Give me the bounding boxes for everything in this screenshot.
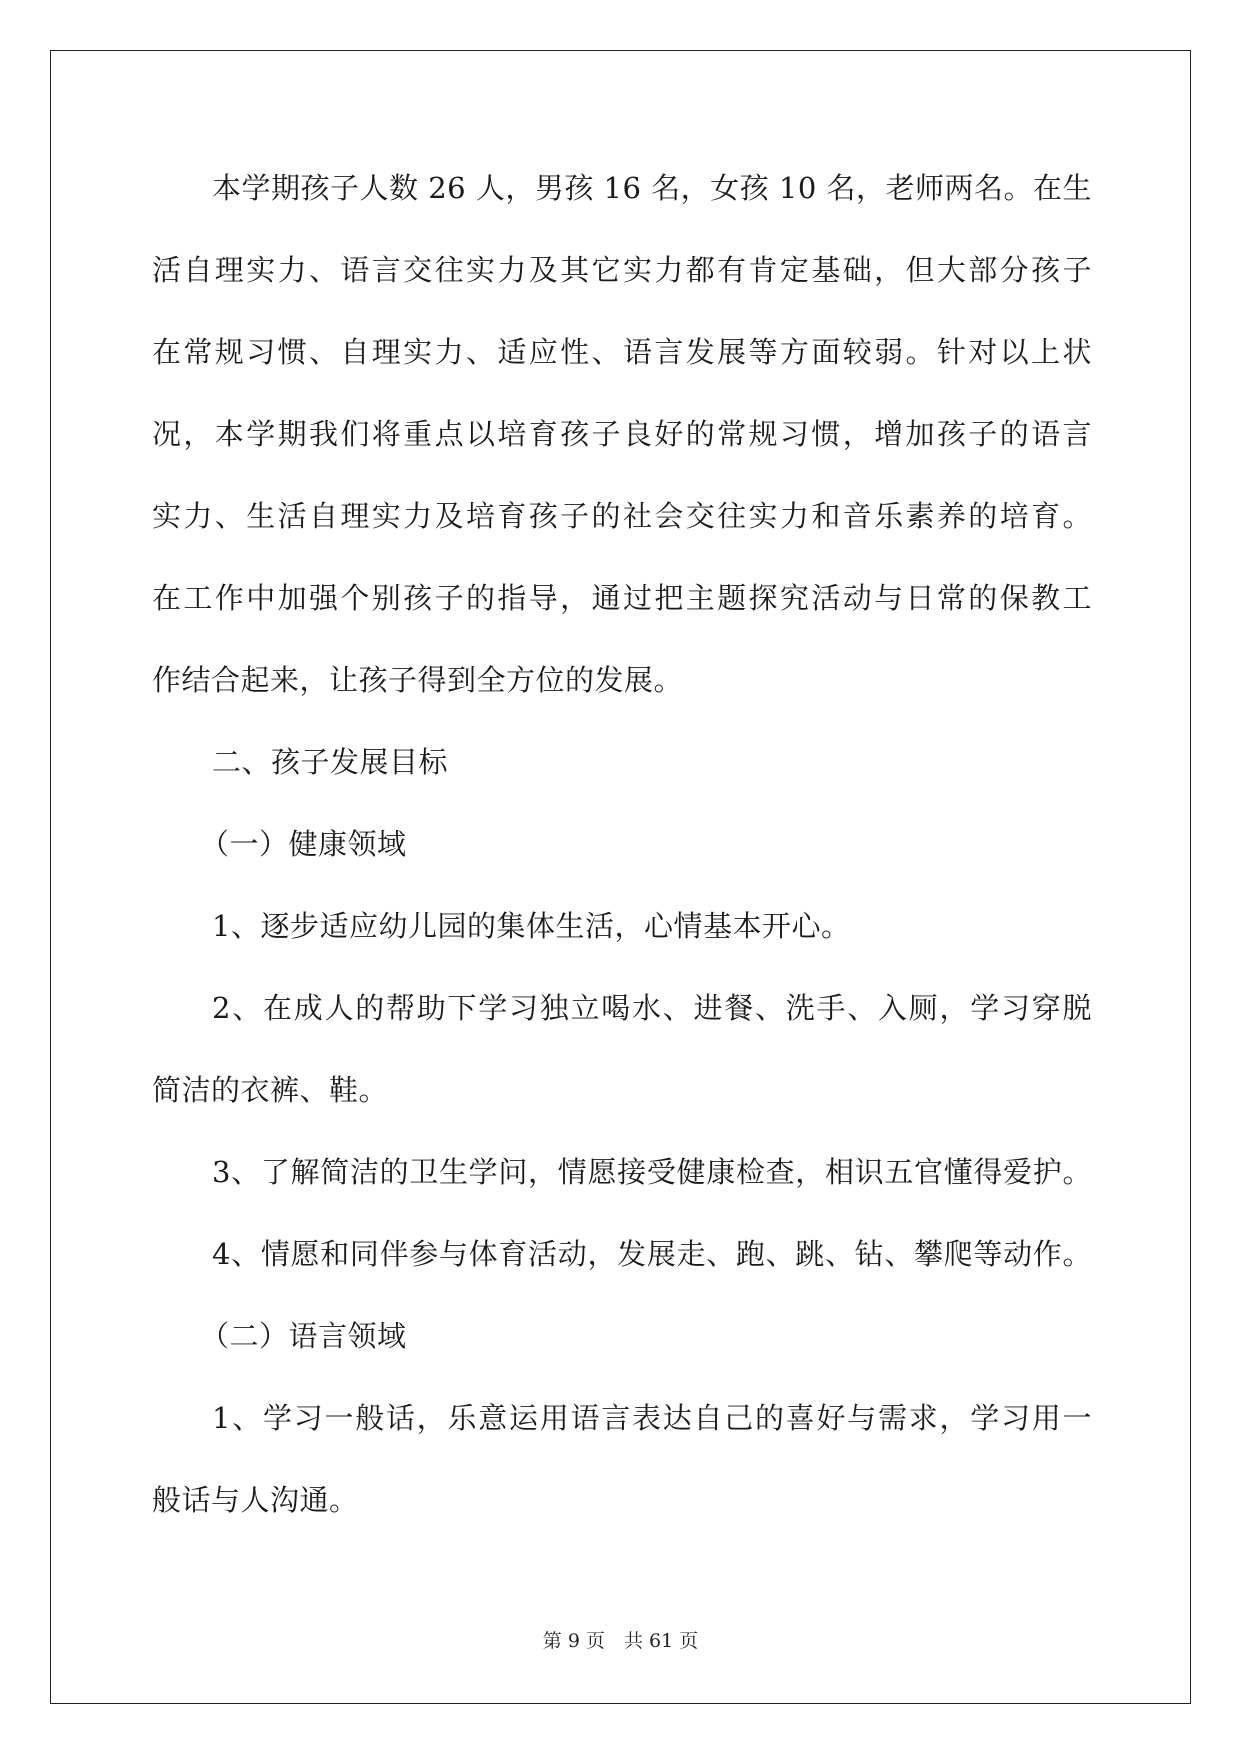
paragraph-line: 实力、生活自理实力及培育孩子的社会交往实力和音乐素养的培育。 xyxy=(152,499,1092,533)
subsection-heading-health: （一）健康领域 xyxy=(200,827,407,861)
list-item: 3、了解简洁的卫生学问，情愿接受健康检查，相识五官懂得爱护。 xyxy=(212,1155,1092,1189)
list-item-continuation: 简洁的衣裤、鞋。 xyxy=(152,1073,389,1107)
subsection-heading-language: （二）语言领域 xyxy=(200,1319,407,1353)
paragraph-line: 活自理实力、语言交往实力及其它实力都有肯定基础，但大部分孩子 xyxy=(152,253,1092,287)
list-item: 1、逐步适应幼儿园的集体生活，心情基本开心。 xyxy=(212,909,851,943)
list-item: 2、在成人的帮助下学习独立喝水、进餐、洗手、入厕，学习穿脱 xyxy=(212,991,1092,1025)
paragraph-line: 作结合起来，让孩子得到全方位的发展。 xyxy=(152,663,684,697)
list-item-continuation: 般话与人沟通。 xyxy=(152,1483,359,1517)
list-item: 4、情愿和同伴参与体育活动，发展走、跑、跳、钻、攀爬等动作。 xyxy=(212,1237,1092,1271)
paragraph-line: 在常规习惯、自理实力、适应性、语言发展等方面较弱。针对以上状 xyxy=(152,335,1092,369)
page-number-footer: 第 9 页 共 61 页 xyxy=(542,1630,699,1652)
paragraph-line: 况，本学期我们将重点以培育孩子良好的常规习惯，增加孩子的语言 xyxy=(152,417,1092,451)
paragraph-line: 在工作中加强个别孩子的指导，通过把主题探究活动与日常的保教工 xyxy=(152,581,1092,615)
paragraph-line: 本学期孩子人数 26 人，男孩 16 名，女孩 10 名，老师两名。在生 xyxy=(212,171,1093,205)
document-body xyxy=(152,158,1092,1552)
section-heading: 二、孩子发展目标 xyxy=(212,745,449,779)
list-item: 1、学习一般话，乐意运用语言表达自己的喜好与需求，学习用一 xyxy=(212,1401,1092,1435)
